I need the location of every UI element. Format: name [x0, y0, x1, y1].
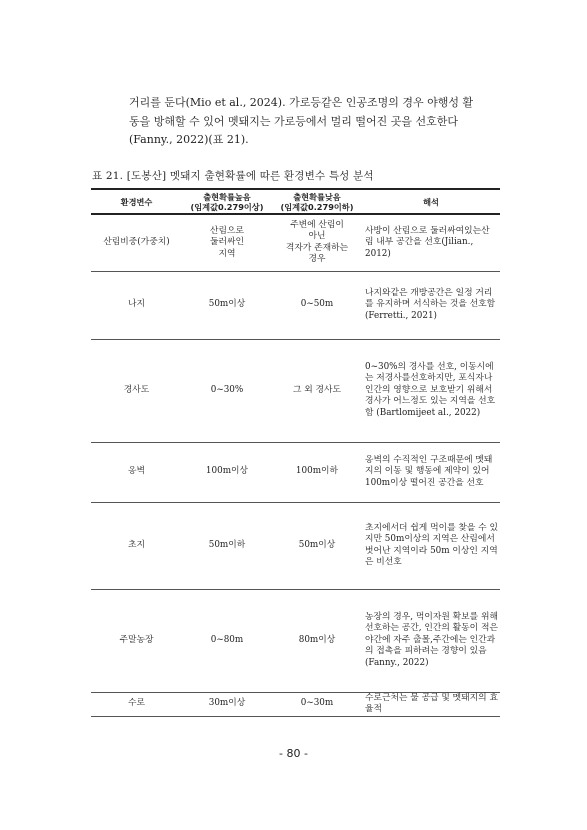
- cell-high: 0~30%: [182, 339, 272, 442]
- cell-interpretation: 0~30%의 경사를 선호, 이동시에는 저경사를선호하지만, 포식자나 인간의 영향으로 보호받기 위해서 경사가 어느정도 있는 지역을 선호함 (Bartlomijeet al., 2022): [362, 339, 500, 442]
- cell-high: 30m이상: [182, 692, 272, 716]
- table-row: [91, 589, 500, 692]
- header-low-probability: 출현확률낮음 (임계값0.279이하): [272, 189, 362, 214]
- cell-variable: 산림비중(가중치): [91, 214, 182, 271]
- cell-interpretation: 나지와같은 개방공간은 일정 거리를 유지하며 서식하는 것을 선호함(Ferretti., 2021): [362, 271, 500, 339]
- body-paragraph: [129, 94, 489, 150]
- table-header-row: [91, 189, 500, 214]
- cell-low: 80m이상: [272, 589, 362, 692]
- cell-high: 50m이하: [182, 502, 272, 589]
- cell-variable: 옹벽: [91, 442, 182, 502]
- cell-low: 100m이하: [272, 442, 362, 502]
- table-row: [91, 339, 500, 442]
- table-row: [91, 214, 500, 271]
- cell-interpretation: 초지에서더 쉽게 먹이를 찾을 수 있지만 50m이상의 지역은 산림에서 벗어난 지역이라 50m 이상인 지역은 비선호: [362, 502, 500, 589]
- cell-variable: 경사도: [91, 339, 182, 442]
- cell-high: 100m이상: [182, 442, 272, 502]
- table-row: [91, 442, 500, 502]
- cell-interpretation: 사방이 산림으로 둘러싸여있는산림 내부 공간을 선호(Jilian., 2012): [362, 214, 500, 271]
- cell-high: 50m이상: [182, 271, 272, 339]
- table-caption: 표 21. [도봉산] 멧돼지 출현확률에 따른 환경변수 특성 분석: [92, 170, 374, 182]
- cell-high: 0~80m: [182, 589, 272, 692]
- table-row: [91, 502, 500, 589]
- cell-low: 50m이상: [272, 502, 362, 589]
- cell-variable: 나지: [91, 271, 182, 339]
- cell-low: 그 외 경사도: [272, 339, 362, 442]
- paragraph-line: 동을 방해할 수 있어 멧돼지는 가로등에서 멀리 떨어진 곳을 선호한다: [129, 114, 458, 128]
- paragraph-line: (Fanny., 2022)(표 21).: [129, 133, 249, 146]
- table-row: [91, 271, 500, 339]
- cell-low: 0~30m: [272, 692, 362, 716]
- table-row: [91, 692, 500, 716]
- header-variable: 환경변수: [91, 189, 182, 214]
- page-number: - 80 -: [279, 747, 308, 760]
- cell-interpretation: 농장의 경우, 먹이자원 확보를 위해 선호하는 공간, 인간의 활동이 적은 야간에 자주 출몰,주간에는 인간과의 접촉을 피하려는 경향이 있음 (Fanny., 2022): [362, 589, 500, 692]
- header-high-probability: 출현확률높음 (임계값0.279이상): [182, 189, 272, 214]
- cell-low: 주변에 산림이 아닌 격자가 존재하는 경우: [272, 214, 362, 271]
- cell-interpretation: 수로근처는 물 공급 및 멧돼지의 효율적: [362, 692, 500, 716]
- paragraph-line: 거리를 둔다(Mio et al., 2024). 가로등같은 인공조명의 경우 야행성 활: [129, 96, 474, 109]
- cell-low: 0~50m: [272, 271, 362, 339]
- cell-variable: 수로: [91, 692, 182, 716]
- cell-high: 산림으로 둘러싸인 지역: [182, 214, 272, 271]
- header-interpretation: 해석: [362, 189, 500, 214]
- environment-variable-table: [91, 188, 500, 717]
- cell-variable: 초지: [91, 502, 182, 589]
- cell-interpretation: 옹벽의 수직적인 구조때문에 멧돼지의 이동 및 행동에 제약이 있어 100m이상 떨어진 공간을 선호: [362, 442, 500, 502]
- cell-variable: 주말농장: [91, 589, 182, 692]
